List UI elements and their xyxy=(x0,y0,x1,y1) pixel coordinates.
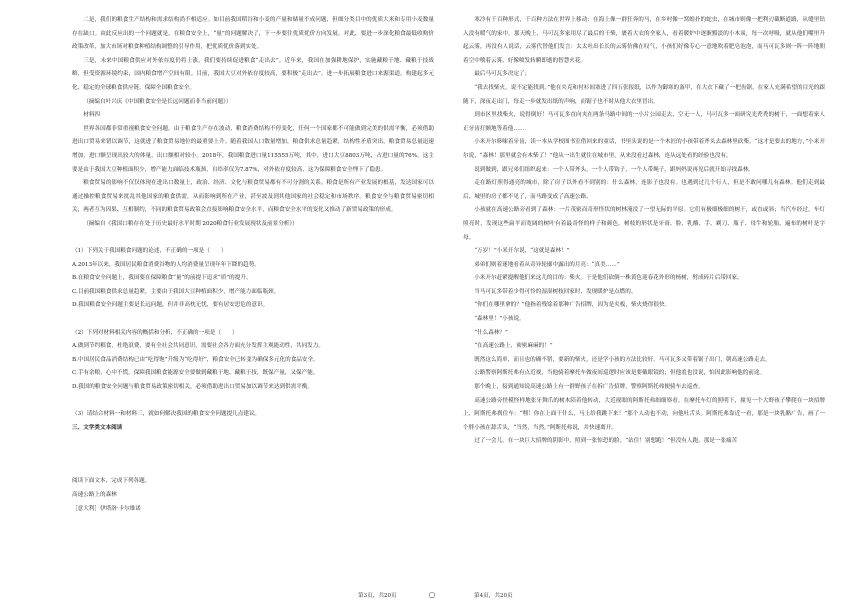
story-paragraph: 小米开尔哆嗦着牙齿，读一本从学校图书室借回来的童话，书里头说的是一个木匠的小孩带着斧头去森林里砍柴。“这才是要去的地方，”小米开尔说，“森林！那里就会有木柴了！”他从一出生就住在城市里，从来没看过森林，连从远处看的经验也没有。 xyxy=(463,139,825,159)
question-1-option-c[interactable]: C.目前我国粮食供求总量趋紧，主要由于我国大豆种植面积少，增产能力面临瓶颈。 xyxy=(72,288,280,295)
story-author: ［意大利］伊塔洛·卡尔维诺 xyxy=(72,505,141,512)
binding-hole-icon: ○ xyxy=(428,590,436,599)
story-paragraph: 说到做到，跟兄弟们组织起来：一个人带斧头，一个人带钩子，一个人带绳子，跟妈妈说再见后就开始寻找森林。 xyxy=(474,166,754,173)
story-paragraph: 当马可瓦多带着少得可怜的湿湿树枝回家时，发现暖炉是点燃的。 xyxy=(474,288,637,295)
story-paragraph: 弟弟们则着迷地看着从奇异轮廓中露出的月亮：“真美……” xyxy=(474,261,620,268)
story-paragraph: “我去找柴火，说不定能找到。”他在夹克和衬衫间塞进了四五张报纸，以作为御寒的盔甲，在大衣下藏了一把齿锯，在家人充满希望的目光的跟随下，深夜走出门，每走一步就发出纸的声响，而锯子也不时从他大衣里冒出。 xyxy=(463,84,825,105)
story-paragraph: “你们在哪里拿的？”他指着残馀着那种广告招牌，因为是夹板，柴火烧得很快。 xyxy=(474,302,671,309)
question-1-option-d[interactable]: D.我国粮食安全问题主要是长远问题，但并非高枕无忧，要有居安思危的意识。 xyxy=(72,302,269,309)
story-paragraph: 到市区里找柴火，说得倒好！马可瓦多直向夹在两条马路中间的一小片公园走去，空无一人，马可瓦多一面研究光秃秃的树干，一面想着家人正牙齿打颤地等着他…… xyxy=(463,112,825,132)
question-2-option-c[interactable]: C.手有余粮，心中不慌。保障我国粮食能源安全要做到藏粮于地、藏粮于技，既保产量，又保产能。 xyxy=(72,370,319,377)
story-paragraph: 小孩就在高速公路旁看到了森林：一片茂密而奇形怪状的树林淹没了一望无际的平原。它们有极细极细的树干，或直或斜；当汽车经过，车灯照亮时，发现这些扁平而宽阔的树叶有着最奇怪的样子和颜色。树枝的形状是牙膏、脸、乳酪、手、剃刀、瓶子、母牛和轮胎，遍布的树叶是字母。 xyxy=(463,207,825,241)
right-column xyxy=(463,14,825,578)
story-paragraph: 既然这么简单，而且也的确不错，要新的柴火，还是学小孩的方法比较好。马可瓦多又带着锯子出门，朝高速公路走去。 xyxy=(474,356,771,363)
question-3-stem: （3）请结合材料一和材料三，就如何解决我国的粮食安全问题提几点建议。 xyxy=(72,411,261,418)
source-note: （摘编自《我国口粮存在处于历史最好水平时期 2020粮食行业发展现状及前景分析》） xyxy=(83,220,298,227)
page-number-right: 第4页，共20页 xyxy=(474,593,513,599)
story-paragraph: 寒冷有千百种形式，千百种方法在世界上移动：在海上像一群狂奔的马，在乡村像一窝蝗扑的蛇虫，在城市则像一把利刃截断道路，从缝里钻入没有暖气的家中。那天晚上，马可瓦多家用尽了最后的干柴，裹着大衣的全家人，看着暖炉中逐渐黯淡的小木炭，每一次呼吸，就从他们嘴里升起云雾，再没有人说话，云雾代替他们发言：太太吐出长长的云雾仿佛在叹气，小孩们好像专心一意地吹着肥皂泡泡，而马可瓦多则一阵一阵地朝着空中喷着云雾，好像喷发转瞬即逝的智慧火花。 xyxy=(463,17,825,64)
question-2-option-b[interactable]: B.中国居民食品消费结构已由“吃得饱”升级为“吃得好”，粮食安全已转变为确保多元化的食品安全。 xyxy=(72,356,319,363)
story-title: 高速公路上的森林 xyxy=(72,492,117,498)
reading-instructions: 阅读下面文本，完成下列各题。 xyxy=(72,478,151,485)
story-paragraph: 最后马可瓦多决定了； xyxy=(474,71,531,78)
question-2-option-a[interactable]: A.做到节约粮食，杜绝浪费，要有全社会共同意识，需要社会各方面充分发挥主观能动性，共同发力。 xyxy=(72,343,324,350)
material-heading: 材料四 xyxy=(83,112,100,119)
paragraph: 世界各国都非常重视粮食安全问题，由于粮食生产存在波动，粮食消费结构不停变化，任何一个国家都不可能做到完美的供需平衡，必须借助进出口贸易来错以调节，这就进了粮食贸易地位的最重要上升。随着我国人口数量增加，粮食供求总量趋紧，结构性矛盾突出，粮食贸易总量迅速增加，进口额呈现出较大的体量，出口额相对较小。2018年，我国粮食进口量115555万吨，其中，进口大豆8803万吨，占进口量的76%。这主要是由于我国大豆种植面积少，增产能力面临技术瓶颈，自给率仅为7.87%，对外依存度较高，这为保障粮食安全埋下了隐患。 xyxy=(72,125,434,173)
story-paragraph: “万岁！”小米开尔说，“这就是森林！” xyxy=(474,248,570,255)
story-paragraph: 过了一会儿，在一块巨大招牌的阴影中，照到一张惊恐的脸。“站住！别想跑！”但没有人跑。那是一张痛苦 xyxy=(474,438,738,445)
story-paragraph: 走在路灯照得通亮的城市，除了房子以外看不到别的：什么森林，连影子也没有。也遇到过几个行人，但是不敢问哪儿有森林。他们走到最后，城里的房子都不见了，而马路变成了高速公路。 xyxy=(463,180,825,200)
section-heading: 三、文学类文本阅读 xyxy=(72,424,123,431)
question-1-stem: （1）下列关于我国粮食问题的论述，不正确的一项是（ ） xyxy=(72,248,227,255)
story-paragraph: “森林里！”小孩说。 xyxy=(474,316,525,323)
left-column xyxy=(72,14,434,578)
story-paragraph: 那个晚上，接到通知说高速公路上有一群野孩子在拆广告招牌，警察阿斯托弗便骑车去巡查。 xyxy=(474,384,704,391)
question-2-option-d[interactable]: D.我国的粮食安全问题与粮食贸易政策密切相关，必须借助进出口贸易加以调节来达到供需平衡。 xyxy=(72,384,314,391)
story-paragraph: “在高速公路上，密密麻麻的！” xyxy=(474,343,553,350)
question-1-option-b[interactable]: B.在粮食安全问题上，我国要在保障粮食“量”的前提下追求“质”的提升。 xyxy=(72,275,252,282)
question-1-option-a[interactable]: A.2013年以来，我国居民粮食消费谷物的人均消费量呈现年年下降的趋势。 xyxy=(72,261,260,268)
story-paragraph: “什么森林？” xyxy=(474,329,508,336)
story-paragraph: 小米开尔赶紧提醒他们来这儿的目的：柴火。于是他们砍倒一株黄色迎春花外形的杨树，劈成碎片后带回家。 xyxy=(474,275,743,282)
question-2-stem: （2）下列对材料相关内容的概括和分析，不正确的一项是（ ） xyxy=(72,329,238,336)
story-paragraph: 高速公路旁怪模怪样地张牙舞爪的树木陪着他转动，大近视眼的阿斯托弗细细察看。在摩托车灯的照明下，撞见一个大野孩子攀爬在一块招牌上，阿斯托弗刹住车：“嘿！你在上面干什么，马上给我跳下来！”那个人动也不动，向他吐舌头。阿斯托弗靠近一看，那是一块乳酪广告，画了一个胖小孩在舔舌头，“当然，当然。”阿斯托弗说，并快速离开。 xyxy=(463,397,825,431)
paragraph: 三是，未来中国粮食供应对外依存度仍将上涨，我们要持续促进粮食“走出去”。近年来，我国在加强耕地保护，实施藏粮于地、藏粮于技战略，但受资源环境约束，国内粮食增产空间有限。目前，我国大豆对外依存度较高，要积极“走出去”，进一步拓展粮食进口来源渠道，构建起多元化、稳定的全球粮食供应链，保障全国粮食安全。 xyxy=(72,57,434,91)
story-paragraph: 公路警察阿斯托弗有点近视，当他骑着摩托车做夜间巡逻时应该是要戴眼镜的；但他羞也没说，怕因此影响他的前途。 xyxy=(474,370,766,377)
paragraph: 二是，我们的粮食生产结构和需求结构尚不相适应。如目前我国稻谷和小麦的产量和储量不成问题，但细分类目中的优质大米和专用小麦数量存在缺口。由此反应出的一个问题就是，在粮食安全上，“量”的问题解决了，下一步要往优质优价方向发展。对此，要进一步深化粮食最低收购价政策改革，加大市场对粮食种植结构调整的引导作用，把优质优价落到实处。 xyxy=(72,17,434,51)
paragraph: 粮食贸易的影响不仅仅体现在进出口数量上，政治、经济、文化与粮食贸易都有不可分割的关系。粮食是所有产业发展的根基，发达国家可以通过操控粮食贸易来扰乱其他国家的粮食供需，从而影响到所在产业，甚至波及到其他国家的社会稳定和市场秩序。粮食安全与粮食贸易密切相关，两者互为因果、互相制约，不同的粮食贸易政策会直接影响粮食安全水平，而粮食安全水平的变化又推动了新贸易政策的形成。 xyxy=(72,180,434,214)
page-number-left: 第3页，共20页 xyxy=(358,593,397,599)
paragraph: （摘编自叶兴庆《中国粮食安全是长远问题而非当前问题》） xyxy=(83,98,232,105)
